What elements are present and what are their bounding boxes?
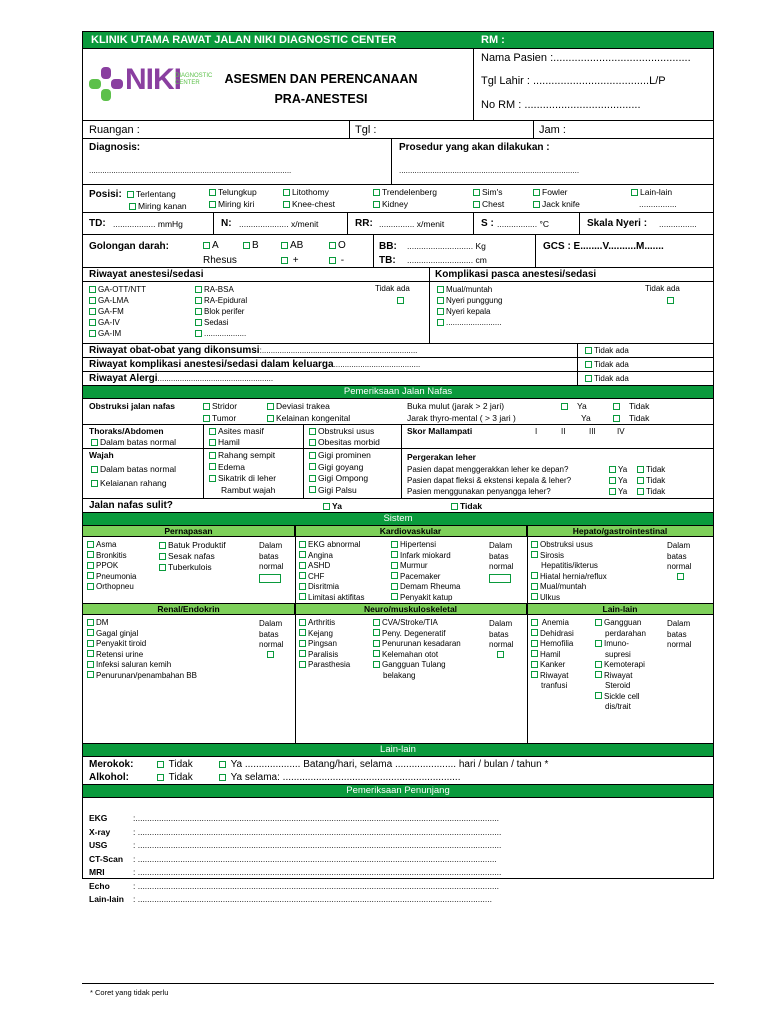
logo-sub: DIAGNOSTIC CENTER: [175, 73, 213, 86]
anesthesia-none-label: Tidak ada: [375, 284, 410, 293]
difficult-airway-row: [83, 499, 713, 513]
mallampati-3[interactable]: III: [589, 427, 596, 436]
footer-note: * Coret yang tidak perlu: [90, 988, 169, 997]
clinic-header-bar: [83, 32, 713, 49]
date-field[interactable]: Tgl :: [355, 124, 377, 136]
diagnosis-label: Diagnosis:: [89, 142, 141, 153]
position-label: Posisi:: [89, 189, 122, 200]
mallampati-label: Skor Mallampati: [407, 426, 473, 436]
blood-ab[interactable]: AB: [281, 240, 303, 251]
pos-sims[interactable]: Sim's: [473, 187, 503, 197]
bb-label: BB:: [379, 241, 397, 252]
neck-ya-list: Ya Ya Ya: [609, 464, 627, 497]
other-list-2: Gangguan perdarahan Imuno- supresi Kemoterapi Riwayat Steroid Sickle cell dis/trait: [595, 618, 646, 713]
allergy-history-row: [83, 372, 713, 386]
logo-word: NIKI: [125, 63, 181, 96]
exam-lain[interactable]: Lain-lain : ......................................................................................................................................................: [89, 894, 492, 904]
smoking-ya[interactable]: Ya .................... Batang/hari, selama ...................... hari / bulan / tahun *: [219, 759, 548, 770]
n-field[interactable]: ..................... x/menit: [239, 219, 319, 229]
face-list-2: Rahang sempit Edema Sikatrik di leher Rambut wajah: [209, 450, 276, 496]
pain-scale-field[interactable]: ................: [659, 219, 697, 229]
thyro-ya: Ya: [581, 413, 591, 423]
face-jaw[interactable]: Kelaianan rahang: [91, 478, 167, 488]
pos-jack-knife[interactable]: Jack knife: [533, 199, 580, 209]
footer-divider: [82, 983, 714, 984]
cardio-header: Kardiovaskular: [295, 526, 527, 537]
pos-miring-kanan[interactable]: Miring kanan: [129, 201, 187, 211]
alcohol-ya[interactable]: Ya selama: ................................................................: [219, 772, 460, 783]
pos-lain-dots[interactable]: ................: [639, 199, 677, 209]
mouth-opening-label: Buka mulut (jarak > 2 jari): [407, 401, 505, 411]
procedure-field[interactable]: .................................................................................: [399, 166, 580, 175]
teeth-list: Gigi prominen Gigi goyang Gigi Ompong Gigi Palsu: [309, 450, 371, 496]
ra-list: RA-BSA RA-Epidural Blok perifer Sedasi ...................: [195, 284, 247, 339]
rr-field[interactable]: ............... x/menit: [379, 219, 445, 229]
cardio-normal[interactable]: Dalam batas normal: [489, 541, 513, 583]
family-none[interactable]: Tidak ada: [585, 360, 629, 369]
obs-stridor[interactable]: Stridor: [203, 401, 237, 411]
neuro-normal[interactable]: Dalam batas normal: [489, 619, 513, 661]
pos-chest[interactable]: Chest: [473, 199, 504, 209]
face-label: Wajah: [89, 450, 114, 460]
mouth-tidak[interactable]: Tidak: [613, 401, 649, 411]
vitals-row: [83, 213, 713, 235]
difficult-airway-label: Jalan nafas sulit?: [89, 500, 173, 511]
renal-normal[interactable]: Dalam batas normal: [259, 619, 283, 661]
tb-field[interactable]: ............................ cm: [407, 255, 487, 265]
complication-label: Komplikasi pasca anestesi/sedasi: [435, 269, 597, 280]
blood-type-row: [83, 235, 713, 268]
airway-obstruction-row: [83, 399, 713, 425]
mallampati-4[interactable]: IV: [617, 427, 625, 436]
allergy-none[interactable]: Tidak ada: [585, 374, 629, 383]
system-row-1: [83, 526, 713, 604]
room-row: [83, 121, 713, 139]
pos-fowler[interactable]: Fowler: [533, 187, 568, 197]
thyromental-label: Jarak thyro-mental ( > 3 jari ): [407, 413, 516, 423]
medication-history-row: [83, 344, 713, 358]
hepato-header: Hepato/gastrointestinal: [527, 526, 713, 537]
respiratory-normal[interactable]: Dalam batas normal: [259, 541, 283, 583]
renal-header: Renal/Endokrin: [83, 604, 295, 615]
face-normal[interactable]: Dalam batas normal: [91, 464, 176, 474]
pain-scale-label: Skala Nyeri :: [587, 218, 648, 229]
rm-number-field[interactable]: No RM : ......................................: [481, 99, 641, 111]
pos-terlentang[interactable]: Terlentang: [127, 189, 176, 199]
family-history-row: [83, 358, 713, 372]
medication-history-field[interactable]: Riwayat obat-obat yang dikonsumsi:......................................................................: [89, 345, 418, 356]
pos-telungkup[interactable]: Telungkup: [209, 187, 257, 197]
tho-obesitas[interactable]: Obesitas morbid: [309, 437, 380, 447]
difficult-ya[interactable]: Ya: [323, 501, 342, 511]
title-block: [83, 49, 713, 121]
obs-kongenital[interactable]: Kelainan kongenital: [267, 413, 350, 423]
birth-date-field[interactable]: Tgl Lahir : ......................................L/P: [481, 75, 666, 87]
difficult-tidak[interactable]: Tidak: [451, 501, 482, 511]
family-history-field[interactable]: Riwayat komplikasi anestesi/sedasi dalam keluarga.......................................: [89, 359, 421, 370]
exam-mri[interactable]: MRI : ..........................................................................................................................................................: [89, 867, 502, 877]
blood-o[interactable]: O: [329, 240, 346, 251]
support-exam-header: Pemeriksaan Penunjang: [83, 785, 713, 798]
other-list-1: Anemia Dehidrasi Hemofilia Hamil Kanker Riwayat tranfusi: [531, 618, 574, 692]
mallampati-2[interactable]: II: [561, 427, 566, 436]
pos-lain-lain[interactable]: Lain-lain: [631, 187, 672, 197]
obstruction-label: Obstruksi jalan nafas: [89, 401, 175, 411]
assessment-form: [82, 31, 714, 904]
neuro-list-1: Arthritis Kejang Pingsan Paralisis Parasthesia: [299, 618, 350, 671]
blood-type-label: Golongan darah:: [89, 241, 169, 252]
room-field[interactable]: Ruangan :: [89, 124, 140, 136]
pos-knee-chest[interactable]: Knee-chest: [283, 199, 335, 209]
hepato-list: Obstruksi usus Sirosis Hepatitis/ikterus Hiatal hernia/reflux Mual/muntah Ulkus: [531, 540, 607, 603]
alcohol-label: Alkohol:: [89, 772, 129, 783]
exam-ekg[interactable]: EKG :..........................................................................................................................................................: [89, 813, 500, 823]
s-field[interactable]: ................. °C: [497, 219, 550, 229]
procedure-label: Prosedur yang akan dilakukan :: [399, 142, 550, 153]
hepato-normal[interactable]: Dalam batas normal: [667, 541, 691, 583]
neck-tidak-list: Tidak Tidak Tidak: [637, 464, 665, 497]
exam-echo[interactable]: Echo : .........................................................................................................................................................: [89, 880, 500, 891]
other-normal[interactable]: Dalam batas normal: [667, 619, 692, 649]
pos-trendelenberg[interactable]: Trendelenberg: [373, 187, 437, 197]
diagnosis-row: [83, 139, 713, 185]
obs-deviasi[interactable]: Deviasi trakea: [267, 401, 330, 411]
bb-field[interactable]: ............................ Kg: [407, 241, 486, 251]
neuro-list-2: CVA/Stroke/TIA Peny. Degeneratif Penurunan kesadaran Kelemahan otot Gangguan Tulang belakang: [373, 618, 461, 681]
renal-list: DM Gagal ginjal Penyakit tiroid Retensi urine Infeksi saluran kemih Penurunan/penambahan BB: [87, 618, 197, 681]
niki-logo-icon: [89, 67, 123, 101]
n-label: N:: [221, 218, 232, 229]
alcohol-tidak[interactable]: Tidak: [157, 772, 193, 783]
complication-none-label: Tidak ada: [645, 284, 680, 293]
respiratory-list-2: Batuk Produktif Sesak nafas Tuberkulois: [159, 540, 226, 573]
anesthesia-history-label: Riwayat anestesi/sedasi: [89, 269, 204, 280]
support-exam-list: [89, 812, 501, 907]
td-label: TD:: [89, 218, 106, 229]
clinic-name: KLINIK UTAMA RAWAT JALAN NIKI DIAGNOSTIC CENTER: [91, 34, 397, 46]
td-field[interactable]: .................. mmHg: [113, 219, 183, 229]
respiratory-header: Pernapasan: [83, 526, 295, 537]
anesthesia-none-checkbox[interactable]: [397, 295, 406, 305]
tb-label: TB:: [379, 255, 396, 266]
cardio-list-1: EKG abnormal Angina ASHD CHF Disritmia Limitasi aktifitas: [299, 540, 364, 603]
other-header: Lain-lain: [527, 604, 713, 615]
anesthesia-history-body: [83, 282, 713, 344]
ga-list: GA-OTT/NTT GA-LMA GA-FM GA-IV GA-IM: [89, 284, 146, 339]
face-row: [83, 449, 713, 499]
exam-xray[interactable]: X-ray : ..........................................................................................................................................................: [89, 826, 502, 837]
thorax-label: Thoraks/Abdomen: [89, 426, 164, 436]
pos-litothomy[interactable]: Litothomy: [283, 187, 329, 197]
medication-none[interactable]: Tidak ada: [585, 346, 629, 355]
neck-movement-label: Pergerakan leher: [407, 452, 476, 462]
niki-logo: [89, 63, 213, 105]
other-section-header: Lain-lain: [83, 744, 713, 757]
system-section-header: Sistem: [83, 513, 713, 526]
respiratory-list-1: Asma Bronkitis PPOK Pneumonia Orthopneu: [87, 540, 136, 593]
position-row: [83, 185, 713, 213]
rhesus-label: Rhesus: [203, 255, 237, 266]
complication-none-checkbox[interactable]: [667, 295, 676, 305]
blood-b[interactable]: B: [243, 240, 259, 251]
thorax-normal[interactable]: Dalam batas normal: [91, 437, 176, 447]
allergy-history-field[interactable]: Riwayat Alergi....................................................: [89, 373, 274, 384]
mallampati-1[interactable]: I: [535, 427, 538, 436]
system-row-2: [83, 604, 713, 744]
smoking-tidak[interactable]: Tidak: [157, 759, 193, 770]
cardio-list-2: Hipertensi Infark miokard Murmur Pacemaker Demam Rheuma Penyakit katup: [391, 540, 460, 603]
anesthesia-history-header: [83, 268, 713, 282]
s-label: S :: [481, 218, 494, 229]
pos-kidney[interactable]: Kidney: [373, 199, 408, 209]
blood-a[interactable]: A: [203, 240, 219, 251]
neck-question-list: Pasien dapat menggerakkan leher ke depan? Pasien dapat fleksi & ekstensi kepala & leher? Pasien menggunakan penyangga leher?: [407, 465, 572, 496]
rr-label: RR:: [355, 218, 373, 229]
gcs-field[interactable]: GCS : E........V..........M.......: [543, 241, 664, 252]
diagnosis-field[interactable]: ...........................................................................................: [89, 166, 292, 175]
thyro-tidak[interactable]: Tidak: [613, 413, 649, 423]
pos-miring-kiri[interactable]: Miring kiri: [209, 199, 254, 209]
time-field[interactable]: Jam :: [539, 124, 566, 136]
complication-list: Mual/muntah Nyeri punggung Nyeri kepala .........................: [437, 284, 502, 328]
rhesus-plus[interactable]: +: [281, 255, 299, 266]
rhesus-minus[interactable]: -: [329, 255, 344, 266]
tho-asites[interactable]: Asites masif: [209, 426, 264, 436]
mouth-ya[interactable]: Ya: [561, 401, 587, 411]
habits-row: [83, 757, 713, 785]
neuro-header: Neuro/muskuloskeletal: [295, 604, 527, 615]
tho-hamil[interactable]: Hamil: [209, 437, 240, 447]
rm-label: RM :: [481, 34, 505, 46]
obs-tumor[interactable]: Tumor: [203, 413, 236, 423]
form-title: ASESMEN DAN PERENCANAAN PRA-ANESTESI: [224, 72, 418, 106]
patient-name-field[interactable]: Nama Pasien :.............................................: [481, 52, 691, 64]
smoking-label: Merokok:: [89, 759, 134, 770]
tho-obstruksi[interactable]: Obstruksi usus: [309, 426, 374, 436]
airway-section-header: Pemeriksaan Jalan Nafas: [83, 386, 713, 399]
exam-usg[interactable]: USG : ..........................................................................................................................................................: [89, 840, 502, 850]
exam-ctscan[interactable]: CT-Scan : ........................................................................................................................................................: [89, 853, 497, 864]
thorax-row: [83, 425, 713, 449]
